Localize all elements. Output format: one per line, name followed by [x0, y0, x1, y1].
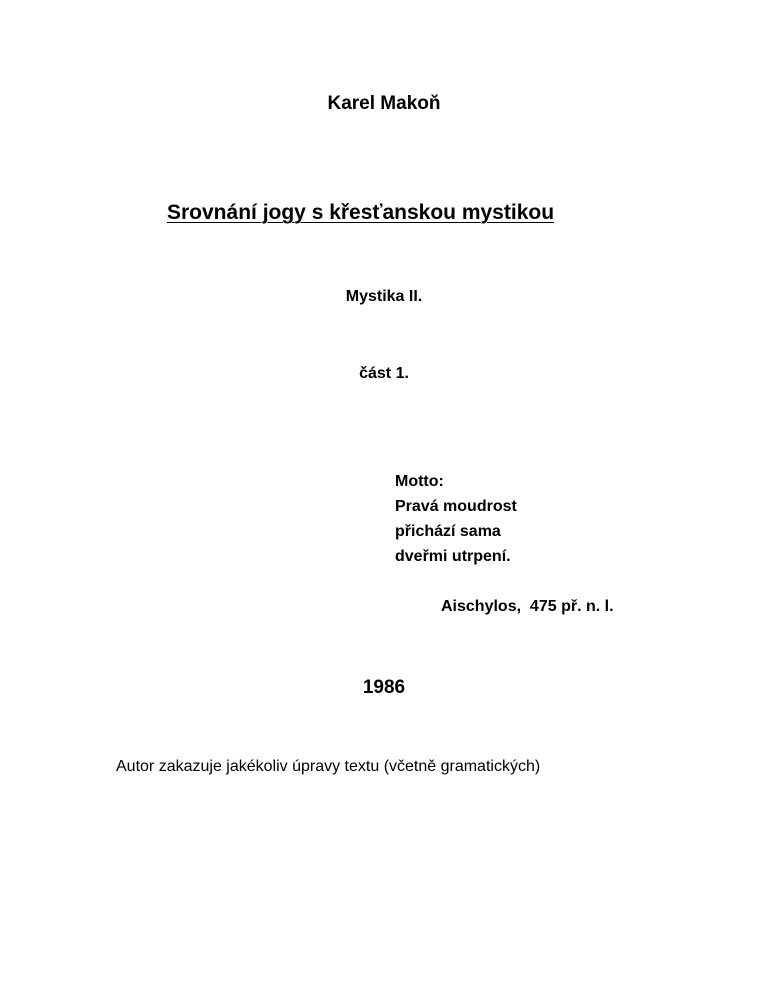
motto-block	[395, 469, 517, 569]
author-name: Karel Makoň	[327, 93, 441, 114]
document-subtitle: Mystika II.	[345, 288, 423, 305]
part-label: část 1.	[359, 365, 409, 382]
motto-attribution: Aischylos, 475 př. n. l.	[441, 598, 614, 615]
publication-year: 1986	[362, 677, 406, 698]
motto-line: přichází sama	[395, 523, 501, 540]
motto-line: Pravá moudrost	[395, 498, 517, 515]
document-title: Srovnání jogy s křesťanskou mystikou	[167, 201, 555, 224]
motto-heading: Motto:	[395, 473, 444, 490]
copyright-notice: Autor zakazuje jakékoliv úpravy textu (včetně gramatických)	[116, 758, 541, 775]
motto-line: dveřmi utrpení.	[395, 548, 511, 565]
